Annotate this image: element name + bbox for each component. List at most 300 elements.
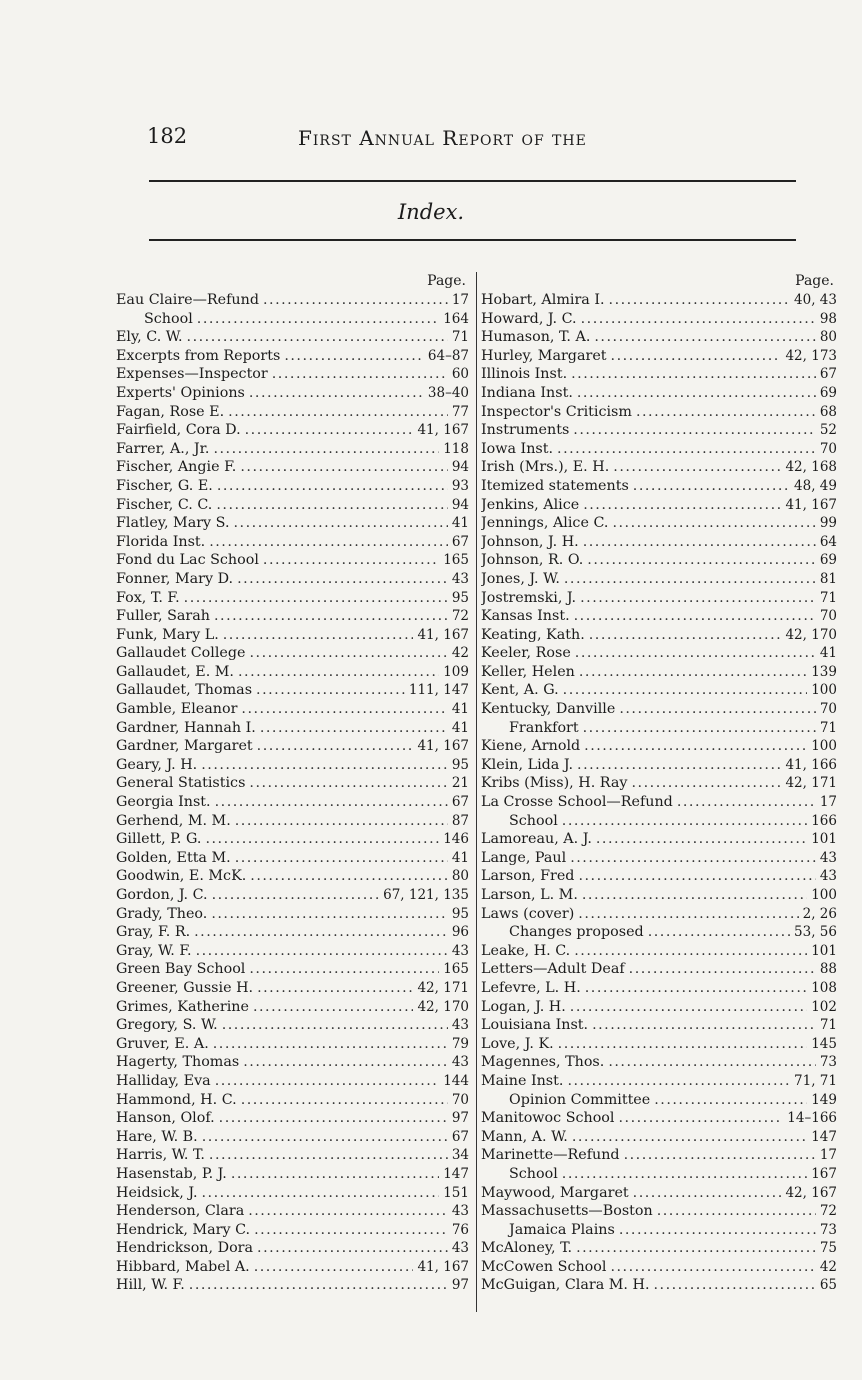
- index-entry-name: Louisiana Inst.: [481, 1017, 589, 1034]
- index-entry-page: 73: [819, 1221, 837, 1238]
- index-entry-name: Gerhend, M. M.: [116, 812, 231, 829]
- index-entry: [116, 886, 469, 905]
- index-entry: [481, 310, 837, 329]
- dot-leader: [245, 421, 414, 440]
- dot-leader: [636, 403, 816, 422]
- index-column-left: [116, 272, 469, 1295]
- index-entry-page: 111, 147: [408, 682, 469, 699]
- index-entry-page: 146: [443, 831, 469, 848]
- index-entry-name: Gallaudet, Thomas: [116, 682, 253, 699]
- index-entry: [481, 700, 837, 719]
- index-entry: [116, 626, 469, 645]
- index-entry-page: 98: [819, 310, 837, 327]
- index-entry-page: 65: [819, 1277, 837, 1294]
- index-entry-page: 97: [451, 1110, 469, 1127]
- dot-leader: [235, 812, 448, 831]
- index-entry: [481, 737, 837, 756]
- index-entry-name: Kribs (Miss), H. Ray: [481, 775, 628, 792]
- index-entry: [116, 551, 469, 570]
- index-entry: [116, 589, 469, 608]
- index-entry-page: 41: [451, 515, 469, 532]
- index-entry: [481, 1035, 837, 1054]
- index-entry: [116, 328, 469, 347]
- index-entry-page: 72: [819, 1203, 837, 1220]
- index-entry: [481, 1202, 837, 1221]
- dot-leader: [194, 923, 448, 942]
- index-entry-page: 41, 166: [785, 756, 837, 773]
- dot-leader: [213, 440, 439, 459]
- dot-leader: [241, 700, 447, 719]
- index-entry-name: McGuigan, Clara M. H.: [481, 1277, 650, 1294]
- index-entry-page: 109: [443, 663, 469, 680]
- index-entry-name: La Crosse School—Refund: [481, 794, 673, 811]
- index-entry: [116, 756, 469, 775]
- index-entry-name: Geary, J. H.: [116, 756, 198, 773]
- index-entry: [481, 1109, 837, 1128]
- index-entry-name: Gregory, S. W.: [116, 1017, 218, 1034]
- index-entry: [116, 849, 469, 868]
- index-entry-name: Larson, L. M.: [481, 887, 578, 903]
- index-entry-name: Hendrickson, Dora: [116, 1240, 254, 1257]
- index-entry: [481, 365, 837, 384]
- dot-leader: [632, 774, 782, 793]
- index-entry-name: Fischer, G. E.: [116, 477, 213, 494]
- column-divider: [476, 272, 477, 1312]
- index-entry: [116, 514, 469, 533]
- index-entry-page: 17: [451, 292, 469, 308]
- dot-leader: [243, 1053, 448, 1072]
- index-entry-name: Hasenstab, P. J.: [116, 1165, 227, 1182]
- index-entry: [481, 867, 837, 886]
- index-entry: [481, 979, 837, 998]
- dot-leader: [576, 1239, 816, 1258]
- dot-leader: [215, 1072, 440, 1091]
- index-entry-page: 67: [451, 533, 469, 550]
- index-entry-name: Greener, Gussie H.: [116, 979, 254, 996]
- index-entry: [481, 1239, 837, 1258]
- index-entry-page: 100: [811, 887, 837, 903]
- index-entry-name: Manitowoc School: [481, 1110, 615, 1127]
- index-entry-page: 14–166: [787, 1110, 837, 1127]
- index-entry: [116, 570, 469, 589]
- index-entry: [116, 644, 469, 663]
- index-entry-page: 64–87: [427, 347, 469, 364]
- index-entry-page: 43: [451, 1054, 469, 1071]
- index-entry: [481, 626, 837, 645]
- index-entry-page: 95: [451, 589, 469, 606]
- dot-leader: [257, 737, 414, 756]
- index-entry-page: 70: [451, 1091, 469, 1108]
- index-entry: [116, 533, 469, 552]
- index-entry-page: 42, 173: [785, 347, 837, 364]
- index-entry-page: 147: [811, 1128, 837, 1145]
- index-entry: [116, 1016, 469, 1035]
- index-entry: [116, 477, 469, 496]
- index-entry-page: 69: [819, 552, 837, 569]
- index-entry-name: Johnson, R. O.: [481, 552, 584, 569]
- dot-leader: [562, 1165, 807, 1184]
- dot-leader: [272, 365, 448, 384]
- dot-leader: [571, 365, 816, 384]
- index-entry: [481, 923, 837, 942]
- running-title: First Annual Report of the: [298, 126, 587, 150]
- index-entry-name: Frankfort: [509, 719, 579, 736]
- dot-leader: [564, 570, 816, 589]
- index-entry-name: Keating, Kath.: [481, 626, 585, 643]
- index-entry-page: 71, 71: [794, 1072, 837, 1089]
- index-entry-name: Gardner, Margaret: [116, 738, 253, 755]
- index-entry-name: Fischer, C. C.: [116, 496, 213, 513]
- index-entry-name: Itemized statements: [481, 477, 629, 494]
- index-entry-name: Jennings, Alice C.: [481, 515, 609, 532]
- index-entry: [116, 1239, 469, 1258]
- dot-leader: [237, 570, 448, 589]
- dot-leader: [619, 1221, 816, 1240]
- index-entry-page: 67: [451, 1128, 469, 1145]
- index-entry: [116, 440, 469, 459]
- index-entry-page: 34: [451, 1147, 469, 1164]
- dot-leader: [581, 310, 816, 329]
- index-entry-name: Flatley, Mary S.: [116, 515, 230, 532]
- index-entry-page: 76: [451, 1221, 469, 1238]
- index-entry: [116, 979, 469, 998]
- index-entry-name: Fox, T. F.: [116, 589, 180, 606]
- index-entry-page: 41, 167: [785, 496, 837, 513]
- dot-leader: [249, 774, 447, 793]
- index-entry: [481, 328, 837, 347]
- index-entry: [116, 1258, 469, 1277]
- index-entry-page: 67, 121, 135: [383, 887, 469, 903]
- dot-leader: [201, 756, 448, 775]
- index-entry-name: Humason, T. A.: [481, 329, 591, 346]
- index-entry: [481, 886, 837, 905]
- index-entry-name: Maywood, Margaret: [481, 1184, 629, 1201]
- index-entry: [481, 663, 837, 682]
- index-entry-name: Indiana Inst.: [481, 384, 573, 401]
- dot-leader: [248, 1202, 448, 1221]
- dot-leader: [610, 1258, 815, 1277]
- index-entry-page: 41: [819, 645, 837, 662]
- dot-leader: [249, 384, 424, 403]
- dot-leader: [633, 477, 790, 496]
- index-entry: [481, 1053, 837, 1072]
- dot-leader: [648, 923, 790, 942]
- index-entry-name: Kent, A. G.: [481, 682, 559, 699]
- index-entry: [116, 793, 469, 812]
- index-entry: [116, 812, 469, 831]
- index-entry-page: 165: [443, 961, 469, 978]
- dot-leader: [187, 328, 448, 347]
- index-entry-name: Jamaica Plains: [509, 1221, 615, 1238]
- index-entry: [116, 998, 469, 1017]
- page-column-label: Page.: [795, 273, 834, 289]
- dot-leader: [613, 458, 781, 477]
- index-entry-page: 67: [819, 366, 837, 383]
- index-entry-page: 101: [811, 942, 837, 959]
- index-entry-name: Instruments: [481, 422, 570, 439]
- index-entry: [481, 1128, 837, 1147]
- index-entry-page: 43: [451, 942, 469, 959]
- dot-leader: [284, 347, 424, 366]
- dot-leader: [589, 626, 782, 645]
- dot-leader: [562, 812, 807, 831]
- index-entry-page: 40, 43: [794, 292, 837, 308]
- index-entry-name: Massachusetts—Boston: [481, 1203, 653, 1220]
- index-entry-name: Keller, Helen: [481, 663, 575, 680]
- index-entry-page: 164: [443, 310, 469, 327]
- index-entry: [116, 1035, 469, 1054]
- index-entry-page: 43: [451, 570, 469, 587]
- page-number: 182: [147, 124, 188, 148]
- index-entry: [116, 1276, 469, 1295]
- index-entry-page: 71: [819, 719, 837, 736]
- index-entry-page: 73: [819, 1054, 837, 1071]
- index-entry: [116, 719, 469, 738]
- index-entry-page: 64: [819, 533, 837, 550]
- index-entry: [116, 310, 469, 329]
- dot-leader: [580, 589, 816, 608]
- dot-leader: [222, 1016, 448, 1035]
- dot-leader: [629, 960, 816, 979]
- index-entry: [116, 663, 469, 682]
- dot-leader: [196, 942, 448, 961]
- index-entry-name: Howard, J. C.: [481, 310, 577, 327]
- index-entry-page: 41, 167: [417, 738, 469, 755]
- dot-leader: [575, 644, 816, 663]
- index-entry-page: 42, 171: [785, 775, 837, 792]
- index-entry-name: Letters—Adult Deaf: [481, 961, 625, 978]
- dot-leader: [557, 440, 816, 459]
- index-entry: [116, 421, 469, 440]
- dot-leader: [234, 514, 448, 533]
- index-entry-name: McCowen School: [481, 1258, 607, 1275]
- index-entry-name: Hanson, Olof.: [116, 1110, 215, 1127]
- index-entry-name: Gillett, P. G.: [116, 831, 202, 848]
- dot-leader: [567, 1072, 790, 1091]
- index-entry-page: 79: [451, 1035, 469, 1052]
- dot-leader: [202, 1128, 448, 1147]
- index-entry-page: 145: [811, 1035, 837, 1052]
- dot-leader: [240, 458, 447, 477]
- index-entry-page: 68: [819, 403, 837, 420]
- index-entry-name: School: [509, 812, 558, 829]
- dot-leader: [197, 310, 439, 329]
- dot-leader: [619, 1109, 784, 1128]
- index-entry-name: Expenses—Inspector: [116, 366, 268, 383]
- index-entry-name: Excerpts from Reports: [116, 347, 281, 364]
- index-entry-page: 41, 167: [417, 1258, 469, 1275]
- index-entry-name: Magennes, Thos.: [481, 1054, 605, 1071]
- index-entry-name: Mann, A. W.: [481, 1128, 568, 1145]
- dot-leader: [583, 719, 816, 738]
- index-entry: [116, 1146, 469, 1165]
- index-entry: [481, 644, 837, 663]
- index-entry-name: Fonner, Mary D.: [116, 570, 234, 587]
- index-entry: [481, 1276, 837, 1295]
- dot-leader: [587, 551, 816, 570]
- index-entry-page: 139: [811, 663, 837, 680]
- index-entry-name: Maine Inst.: [481, 1072, 564, 1089]
- dot-leader: [254, 1258, 414, 1277]
- index-entry-page: 80: [451, 868, 469, 885]
- index-entry-name: Larson, Fred: [481, 868, 575, 885]
- index-entry-page: 42, 171: [417, 979, 469, 996]
- index-entry-page: 42, 170: [417, 998, 469, 1015]
- index-entry-page: 167: [811, 1165, 837, 1182]
- index-entry-page: 69: [819, 384, 837, 401]
- index-entry: [116, 1221, 469, 1240]
- index-entry-page: 96: [451, 924, 469, 941]
- dot-leader: [654, 1276, 816, 1295]
- index-entry-page: 166: [811, 812, 837, 829]
- index-entry-name: Irish (Mrs.), E. H.: [481, 459, 610, 476]
- dot-leader: [578, 905, 798, 924]
- index-entry-name: Henderson, Clara: [116, 1203, 245, 1220]
- index-entry: [481, 1146, 837, 1165]
- index-entry-name: Halliday, Eva: [116, 1072, 211, 1089]
- index-entry-name: Fagan, Rose E.: [116, 403, 225, 420]
- index-entry-page: 42, 168: [785, 459, 837, 476]
- index-entry-page: 41: [451, 701, 469, 718]
- index-entry-name: Ely, C. W.: [116, 329, 183, 346]
- index-entry-page: 87: [451, 812, 469, 829]
- dot-leader: [214, 607, 448, 626]
- index-entry-page: 97: [451, 1277, 469, 1294]
- index-entry-page: 100: [811, 682, 837, 699]
- index-entry-page: 147: [443, 1165, 469, 1182]
- index-entry-page: 95: [451, 905, 469, 922]
- dot-leader: [578, 867, 815, 886]
- index-entry-page: 48, 49: [794, 477, 837, 494]
- index-entry: [481, 440, 837, 459]
- index-entry-name: Love, J. K.: [481, 1035, 554, 1052]
- index-entry-name: Hobart, Almira I.: [481, 292, 605, 308]
- index-entry: [116, 867, 469, 886]
- index-entry-page: 43: [451, 1017, 469, 1034]
- index-entry-page: 94: [451, 459, 469, 476]
- dot-leader: [249, 960, 439, 979]
- dot-leader: [235, 849, 448, 868]
- index-entry: [116, 700, 469, 719]
- index-entry: [481, 384, 837, 403]
- index-entry-page: 67: [451, 794, 469, 811]
- index-entry-name: Heidsick, J.: [116, 1184, 198, 1201]
- index-entry-name: Georgia Inst.: [116, 794, 211, 811]
- index-entry: [116, 737, 469, 756]
- index-entry-name: Lange, Paul: [481, 849, 567, 866]
- dot-leader: [189, 1276, 448, 1295]
- index-entry: [481, 589, 837, 608]
- index-entry-name: Gray, F. R.: [116, 924, 191, 941]
- index-entry: [481, 291, 837, 310]
- index-entry-page: 41: [451, 719, 469, 736]
- index-entry-name: Inspector's Criticism: [481, 403, 632, 420]
- index-entry-name: Johnson, J. H.: [481, 533, 579, 550]
- index-entry: [116, 458, 469, 477]
- index-entry-page: 118: [443, 440, 469, 457]
- dot-leader: [592, 1016, 816, 1035]
- dot-leader: [594, 328, 815, 347]
- index-entry-page: 42: [819, 1258, 837, 1275]
- index-entry-name: McAloney, T.: [481, 1240, 573, 1257]
- index-entry: [481, 403, 837, 422]
- dot-leader: [211, 905, 448, 924]
- index-entry-name: Golden, Etta M.: [116, 849, 231, 866]
- index-entry-name: Gruver, E. A.: [116, 1035, 209, 1052]
- index-entry-name: Green Bay School: [116, 961, 246, 978]
- dot-leader: [260, 719, 448, 738]
- index-entry-page: 144: [443, 1072, 469, 1089]
- dot-leader: [585, 979, 807, 998]
- index-entry-page: 17: [819, 1147, 837, 1164]
- index-entry: [116, 1072, 469, 1091]
- index-entry-name: Grimes, Katherine: [116, 998, 249, 1015]
- dot-leader: [633, 1184, 782, 1203]
- index-entry: [481, 1258, 837, 1277]
- index-entry-page: 77: [451, 403, 469, 420]
- index-entry-name: General Statistics: [116, 775, 246, 792]
- index-entry-name: Kansas Inst.: [481, 608, 570, 625]
- index-entry-name: Lefevre, L. H.: [481, 979, 581, 996]
- index-entry-page: 41, 167: [417, 422, 469, 439]
- index-entry-name: Kiene, Arnold: [481, 738, 581, 755]
- dot-leader: [596, 830, 807, 849]
- dot-leader: [619, 700, 816, 719]
- dot-leader: [219, 1109, 448, 1128]
- index-entry-page: 41, 167: [417, 626, 469, 643]
- index-entry-name: School: [509, 1165, 558, 1182]
- dot-leader: [558, 1035, 808, 1054]
- index-entry: [116, 681, 469, 700]
- index-entry-page: 70: [819, 701, 837, 718]
- index-entry-page: 38–40: [427, 384, 469, 401]
- index-entry: [481, 496, 837, 515]
- index-entry-name: Hibbard, Mabel A.: [116, 1258, 250, 1275]
- index-entry-name: Hagerty, Thomas: [116, 1054, 240, 1071]
- index-entry-name: Gallaudet College: [116, 645, 246, 662]
- index-entry: [481, 1091, 837, 1110]
- index-entry-page: 80: [819, 329, 837, 346]
- index-entry: [481, 1165, 837, 1184]
- dot-leader: [572, 1128, 807, 1147]
- index-entry: [116, 942, 469, 961]
- dot-leader: [254, 1221, 448, 1240]
- dot-leader: [573, 421, 816, 440]
- index-entry: [481, 774, 837, 793]
- index-entry: [481, 458, 837, 477]
- index-entry-page: 43: [451, 1240, 469, 1257]
- index-entry-page: 100: [811, 738, 837, 755]
- dot-leader: [263, 291, 448, 310]
- index-entry-name: Gordon, J. C.: [116, 887, 208, 903]
- index-entry-name: Farrer, A., Jr.: [116, 440, 210, 457]
- index-entry: [481, 570, 837, 589]
- dot-leader: [612, 514, 815, 533]
- dot-leader: [202, 1184, 440, 1203]
- index-entry-page: 21: [451, 775, 469, 792]
- index-entry: [116, 1109, 469, 1128]
- dot-leader: [256, 681, 405, 700]
- index-entry-page: 72: [451, 608, 469, 625]
- index-entry: [116, 365, 469, 384]
- index-entry-name: Hare, W. B.: [116, 1128, 198, 1145]
- index-entry-page: 94: [451, 496, 469, 513]
- index-entry-name: Marinette—Refund: [481, 1147, 620, 1164]
- index-entry-page: 42, 167: [785, 1184, 837, 1201]
- dot-leader: [253, 998, 414, 1017]
- index-column-right: [481, 272, 837, 1295]
- index-entry-name: Klein, Lida J.: [481, 756, 574, 773]
